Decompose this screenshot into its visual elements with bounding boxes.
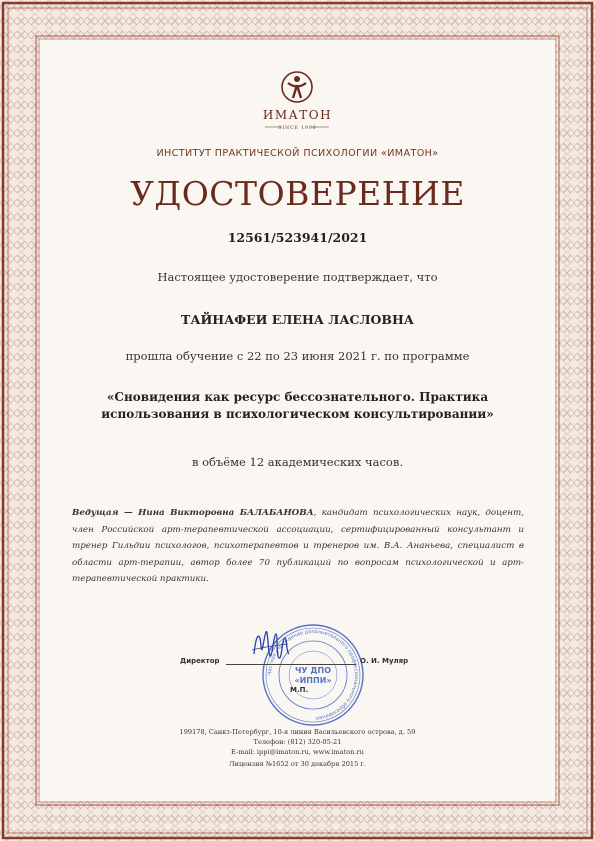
stamp-ring-text: Частное учреждение дополнительного профессионального образования [266,628,360,721]
logo-since: SINCE 1990 [278,126,317,131]
phone: Телефон: (812) 320-05-21 [253,738,342,746]
logo-name: ИМАТОН [262,108,333,122]
director-signature [248,624,292,668]
address: 199178, Санкт-Петербург, 10-я линия Васильевского острова, д. 59 [179,728,416,736]
email-site: E-mail: ippi@imaton.ru, www.imaton.ru [231,748,364,756]
stamp-center-line-2: «ИППИ» [294,676,332,685]
lead-description [72,505,524,588]
program-line-1: «Сновидения как ресурс бессознательного. Практика [106,390,489,404]
stamp-center-line-1: ЧУ ДПО [294,666,332,675]
institute-name: ИНСТИТУТ ПРАКТИЧЕСКОЙ ПСИХОЛОГИИ «ИМАТОН» [156,148,439,159]
program-line-2: использования в психологическом консультировании» [101,407,494,421]
program-title [0,389,595,423]
lead-label: Ведущая — Нина Викторовна БАЛАБАНОВА [72,508,314,518]
person-in-circle-logo-icon [278,68,316,106]
director-name: О. И. Муляр [360,657,409,665]
person-name: ТАЙНАФЕИ ЕЛЕНА ЛАСЛОВНА [181,312,414,327]
license-text: Лицензия №1652 от 30 декабря 2015 г. [229,760,366,768]
director-label: Директор [180,657,220,665]
contacts-block [0,727,595,757]
stamp-place-label: М.П. [290,686,309,694]
certificate-number: 12561/523941/2021 [227,230,368,245]
hours-text: в объёме 12 академических часов. [192,455,403,469]
training-text: прошла обучение с 22 по 23 июня 2021 г. по программе [125,349,470,363]
confirm-text: Настоящее удостоверение подтверждает, что [157,270,438,284]
document-title: УДОСТОВЕРЕНИЕ [130,174,465,213]
lead-text: , кандидат психологических наук, доцент, член Российской арт-терапевтической ассоциации, сертифицированный консультант и тренер Гильдии психологов, психотерапевтов и тренеров им. В.А. Ананьева, специалист в области арт-терапии, автор более 70 публикаций по вопросам психологической и арт-терапевтической практики. [72,508,524,584]
